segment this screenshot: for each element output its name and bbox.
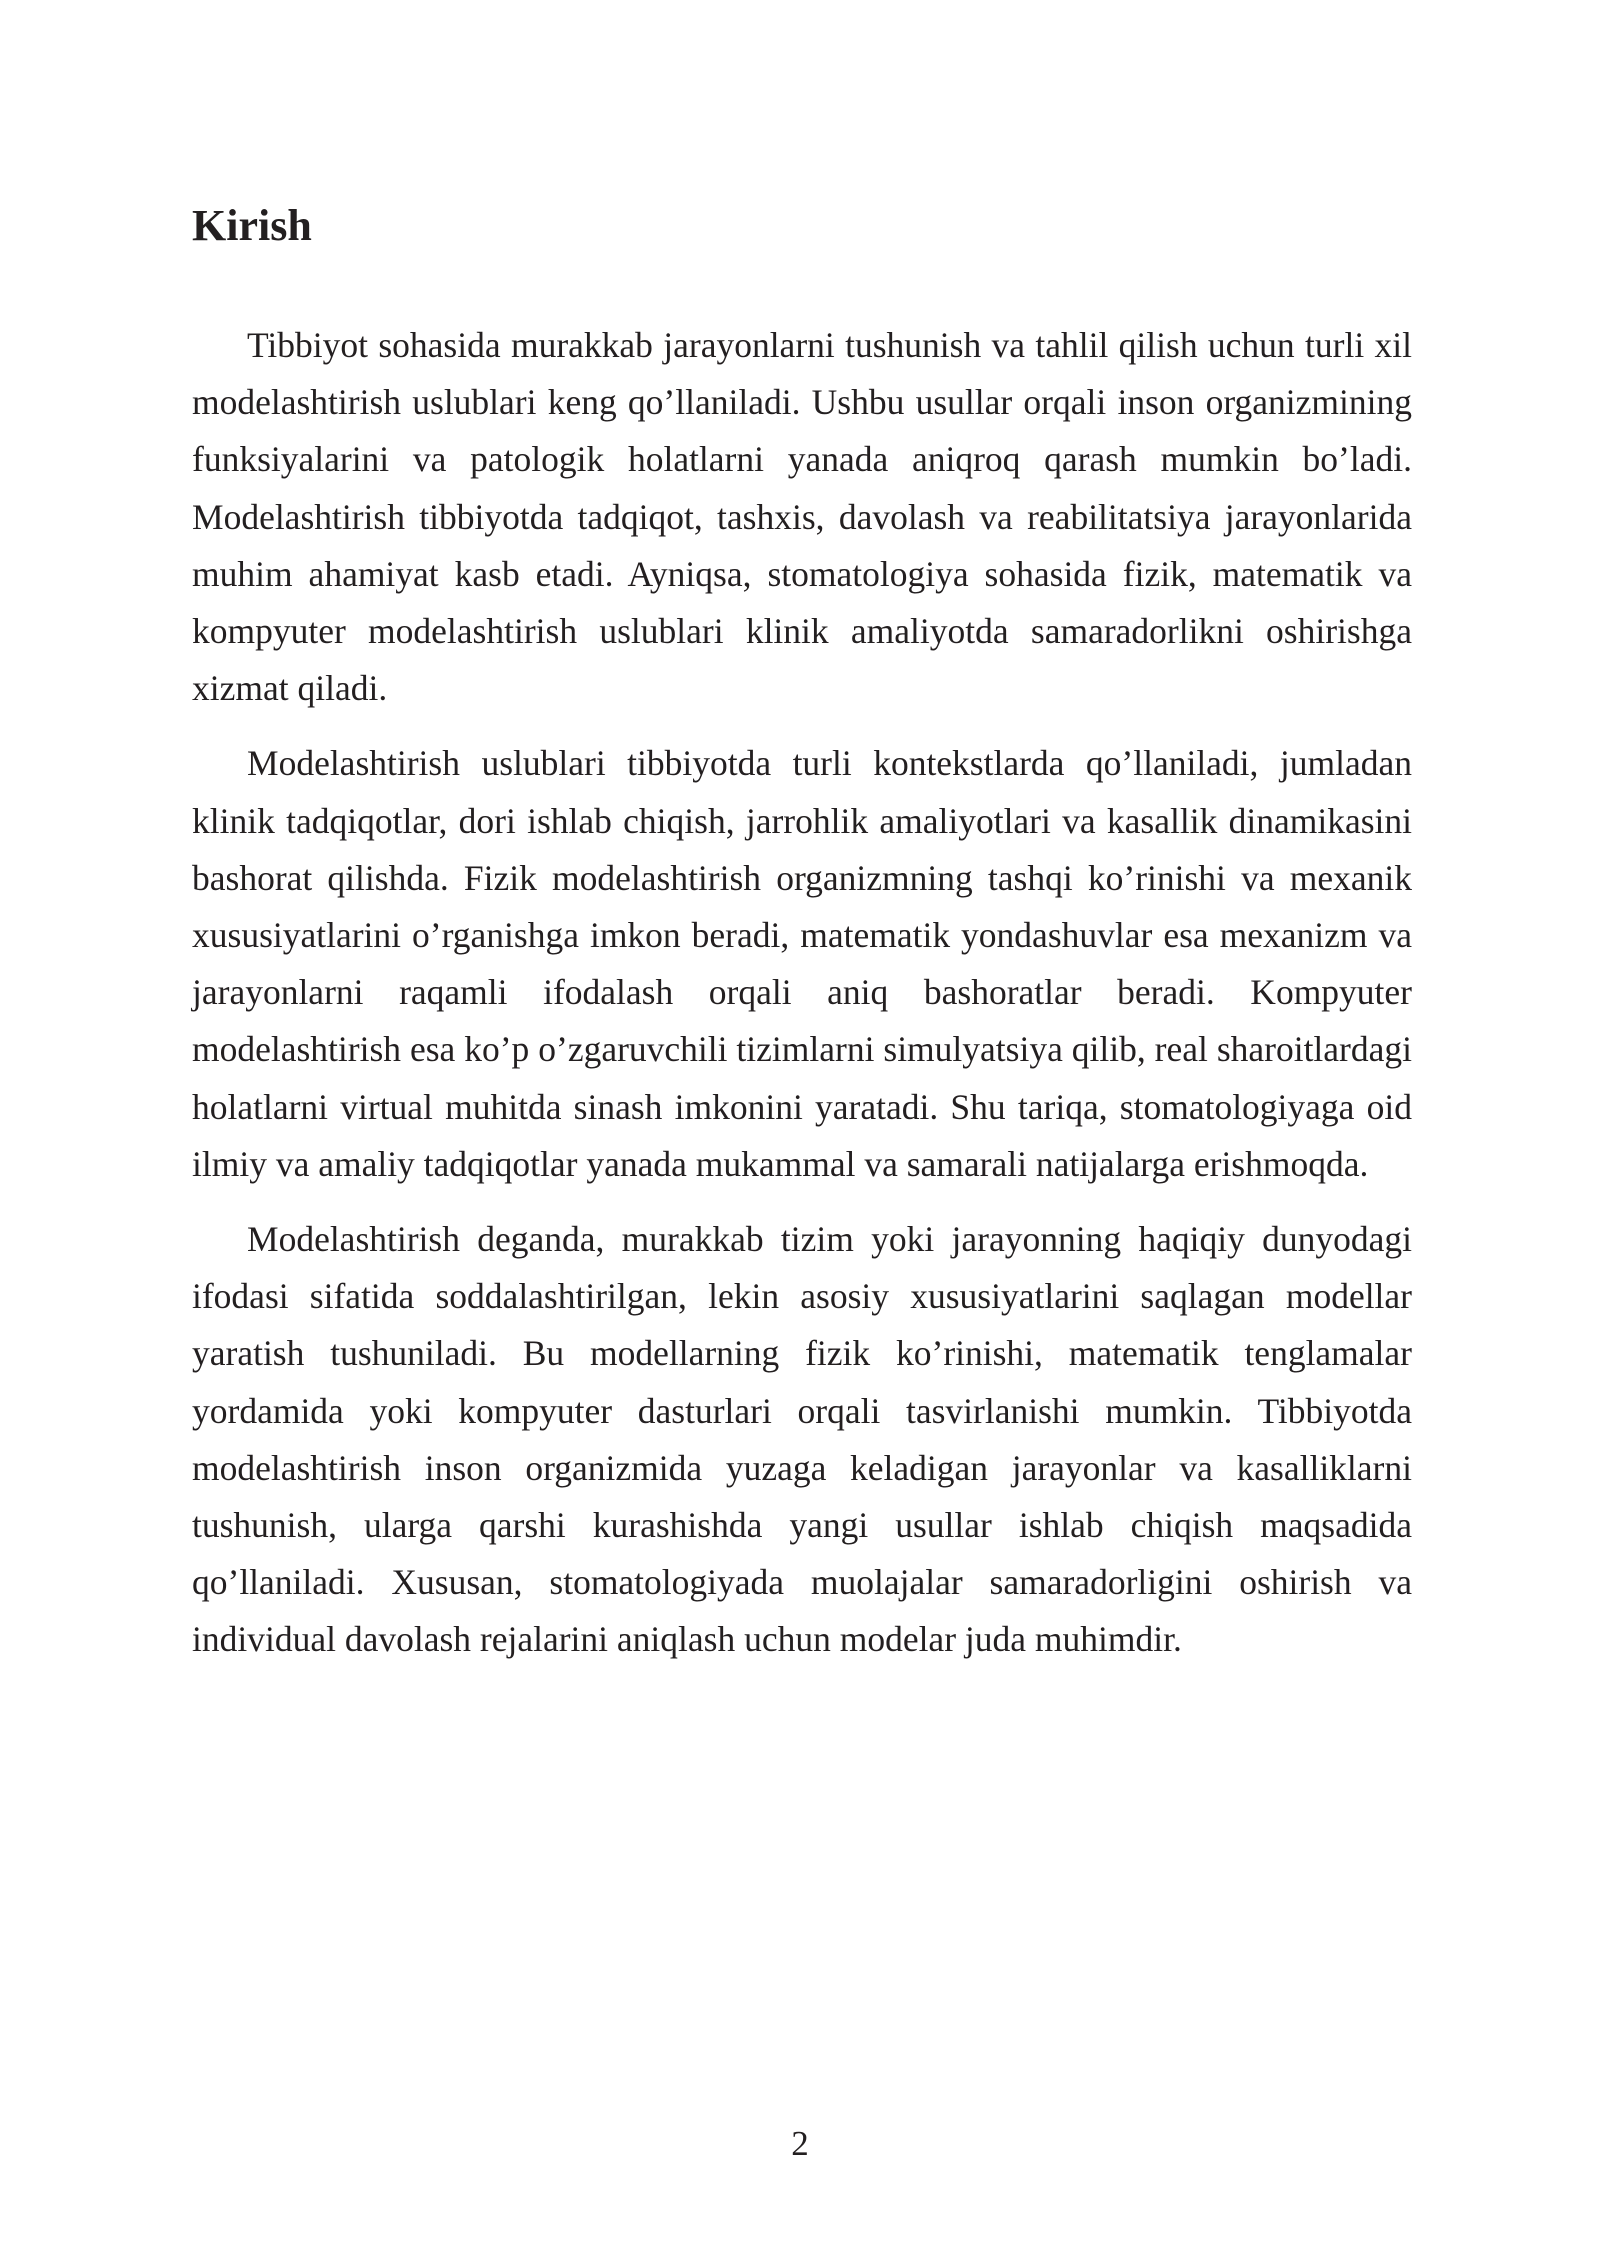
paragraph-1: Tibbiyot sohasida murakkab jarayonlarni tushunish va tahlil qilish uchun turli xil modelashtirish uslublari keng qo’llaniladi. Ushbu usullar orqali inson organizmining funksiyalarini va patologik holatlarni yanada aniqroq qarash mumkin bo’ladi. Modelashtirish tibbiyotda tadqiqot, tashxis, davolash va reabilitatsiya jarayonlarida muhim ahamiyat kasb etadi. Ayniqsa, stomatologiya sohasida fizik, matematik va kompyuter modelashtirish uslublari klinik amaliyotda samaradorlikni oshirishga xizmat qiladi.: [192, 325, 1412, 709]
paragraph-3: Modelashtirish deganda, murakkab tizim yoki jarayonning haqiqiy dunyodagi ifodasi sifatida soddalashtirilgan, lekin asosiy xususiyatlarini saqlagan modellar yaratish tushuniladi. Bu modellarning fizik ko’rinishi, matematik tenglamalar yordamida yoki kompyuter dasturlari orqali tasvirlanishi mumkin. Tibbiyotda modelashtirish inson organizmida yuzaga keladigan jarayonlar va kasalliklarni tushunish, ularga qarshi kurashishda yangi usullar ishlab chiqish maqsadida qo’llaniladi. Xususan, stomatologiyada muolajalar samaradorligini oshirish va individual davolash rejalarini aniqlash uchun modelar juda muhimdir.: [192, 1219, 1412, 1660]
body-text: [192, 317, 1412, 1687]
section-heading: Kirish: [192, 201, 312, 250]
paragraph-2: Modelashtirish uslublari tibbiyotda turli kontekstlarda qo’llaniladi, jumladan klinik tadqiqotlar, dori ishlab chiqish, jarrohlik amaliyotlari va kasallik dinamikasini bashorat qilishda. Fizik modelashtirish organizmning tashqi ko’rinishi va mexanik xususiyatlarini o’rganishga imkon beradi, matematik yondashuvlar esa mexanizm va jarayonlarni raqamli ifodalash orqali aniq bashoratlar beradi. Kompyuter modelashtirish esa ko’p o’zgaruvchili tizimlarni simulyatsiya qilib, real sharoitlardagi holatlarni virtual muhitda sinash imkonini yaratadi. Shu tariqa, stomatologiyaga oid ilmiy va amaliy tadqiqotlar yanada mukammal va samarali natijalarga erishmoqda.: [192, 743, 1412, 1184]
page-number: 2: [791, 2124, 809, 2163]
